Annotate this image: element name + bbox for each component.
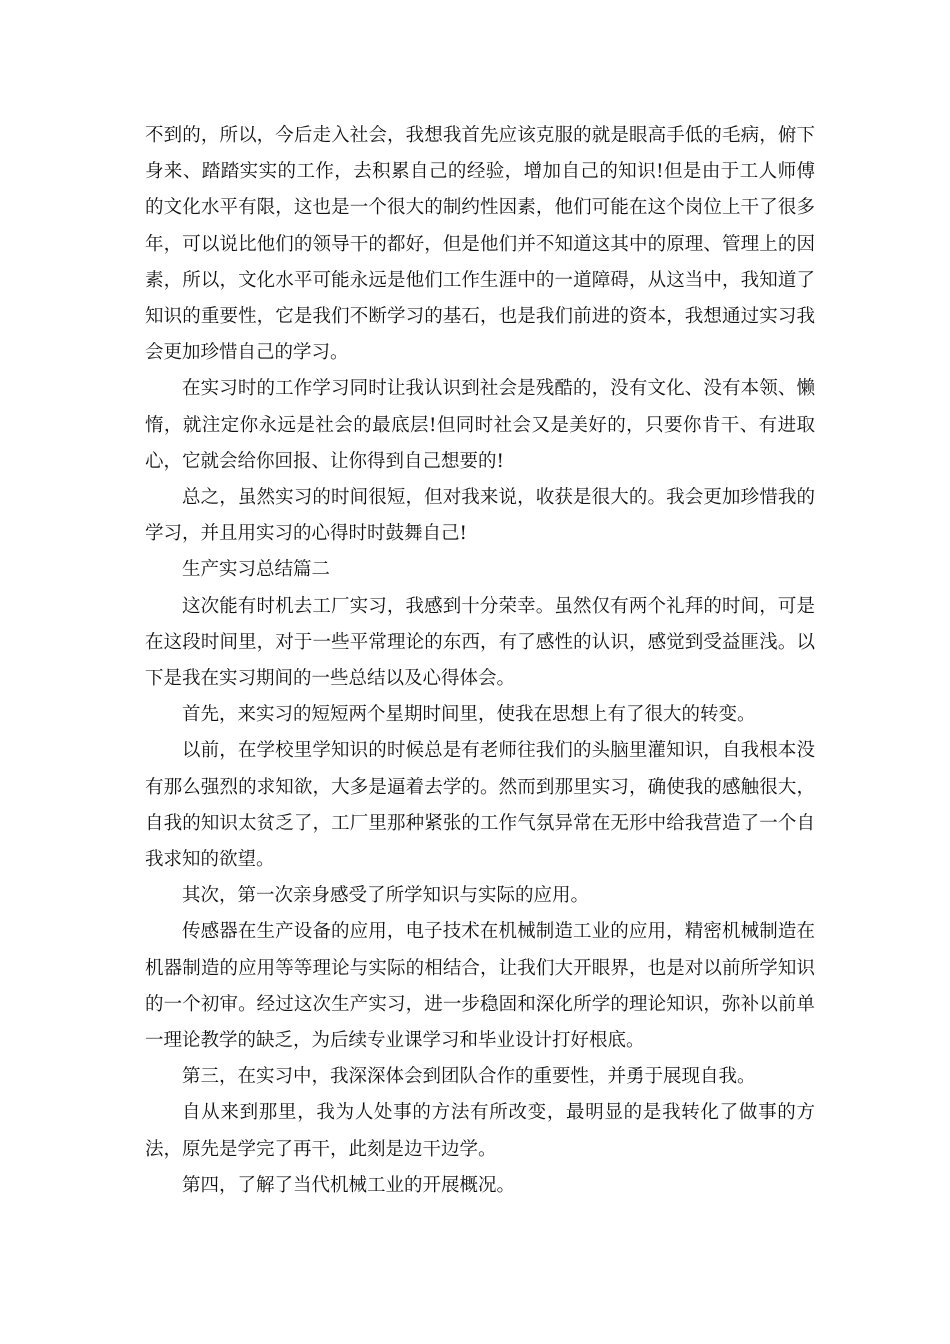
paragraph-before: 以前，在学校里学知识的时候总是有老师往我们的头脑里灌知识，自我根本没有那么强烈的求知欲，大多是逼着去学的。然而到那里实习，确使我的感触很大，自我的知识太贫乏了，工厂里那种紧张的工作气氛异常在无形中给我营造了一个自我求知的欲望。 [145, 740, 815, 871]
paragraph-second: 其次，第一次亲身感受了所学知识与实际的应用。 [182, 885, 590, 907]
paragraph-method: 自从来到那里，我为人处事的方法有所改变，最明显的是我转化了做事的方法，原先是学完了再干，此刻是边干边学。 [145, 1102, 815, 1160]
document-body [145, 118, 815, 1204]
paragraph-third: 第三，在实习中，我深深体会到团队合作的重要性，并勇于展现自我。 [182, 1066, 756, 1088]
paragraph-summary: 总之，虽然实习的时间很短，但对我来说，收获是很大的。我会更加珍惜我的学习，并且用实习的心得时时鼓舞自己! [145, 487, 815, 545]
paragraph-sensors: 传感器在生产设备的应用，电子技术在机械制造工业的应用，精密机械制造在机器制造的应用等等理论与实际的相结合，让我们大开眼界，也是对以前所学知识的一个初审。经过这次生产实习，进一步稳固和深化所学的理论知识，弥补以前单一理论教学的缺乏，为后续专业课学习和毕业设计打好根底。 [145, 921, 815, 1052]
paragraph-fourth: 第四，了解了当代机械工业的开展概况。 [182, 1174, 516, 1196]
paragraph-first: 首先，来实习的短短两个星期时间里，使我在思想上有了很大的转变。 [182, 704, 756, 726]
paragraph-society: 在实习时的工作学习同时让我认识到社会是残酷的，没有文化、没有本领、懒惰，就注定你永远是社会的最底层!但同时社会又是美好的，只要你肯干、有进取心，它就会给你回报、让你得到自己想要的! [145, 378, 816, 472]
section-heading: 生产实习总结篇二 [182, 559, 331, 581]
paragraph-continuation: 不到的，所以，今后走入社会，我想我首先应该克服的就是眼高手低的毛病，俯下身来、踏踏实实的工作，去积累自己的经验，增加自己的知识!但是由于工人师傅的文化水平有限，这也是一个很大的制约性因素，他们可能在这个岗位上干了很多年，可以说比他们的领导干的都好，但是他们并不知道这其中的原理、管理上的因素，所以，文化水平可能永远是他们工作生涯中的一道障碍，从这当中，我知道了知识的重要性，它是我们不断学习的基石，也是我们前进的资本，我想通过实习我会更加珍惜自己的学习。 [145, 125, 816, 364]
paragraph-intro: 这次能有时机去工厂实习，我感到十分荣幸。虽然仅有两个礼拜的时间，可是在这段时间里，对于一些平常理论的东西，有了感性的认识，感觉到受益匪浅。以下是我在实习期间的一些总结以及心得体会。 [145, 595, 815, 690]
